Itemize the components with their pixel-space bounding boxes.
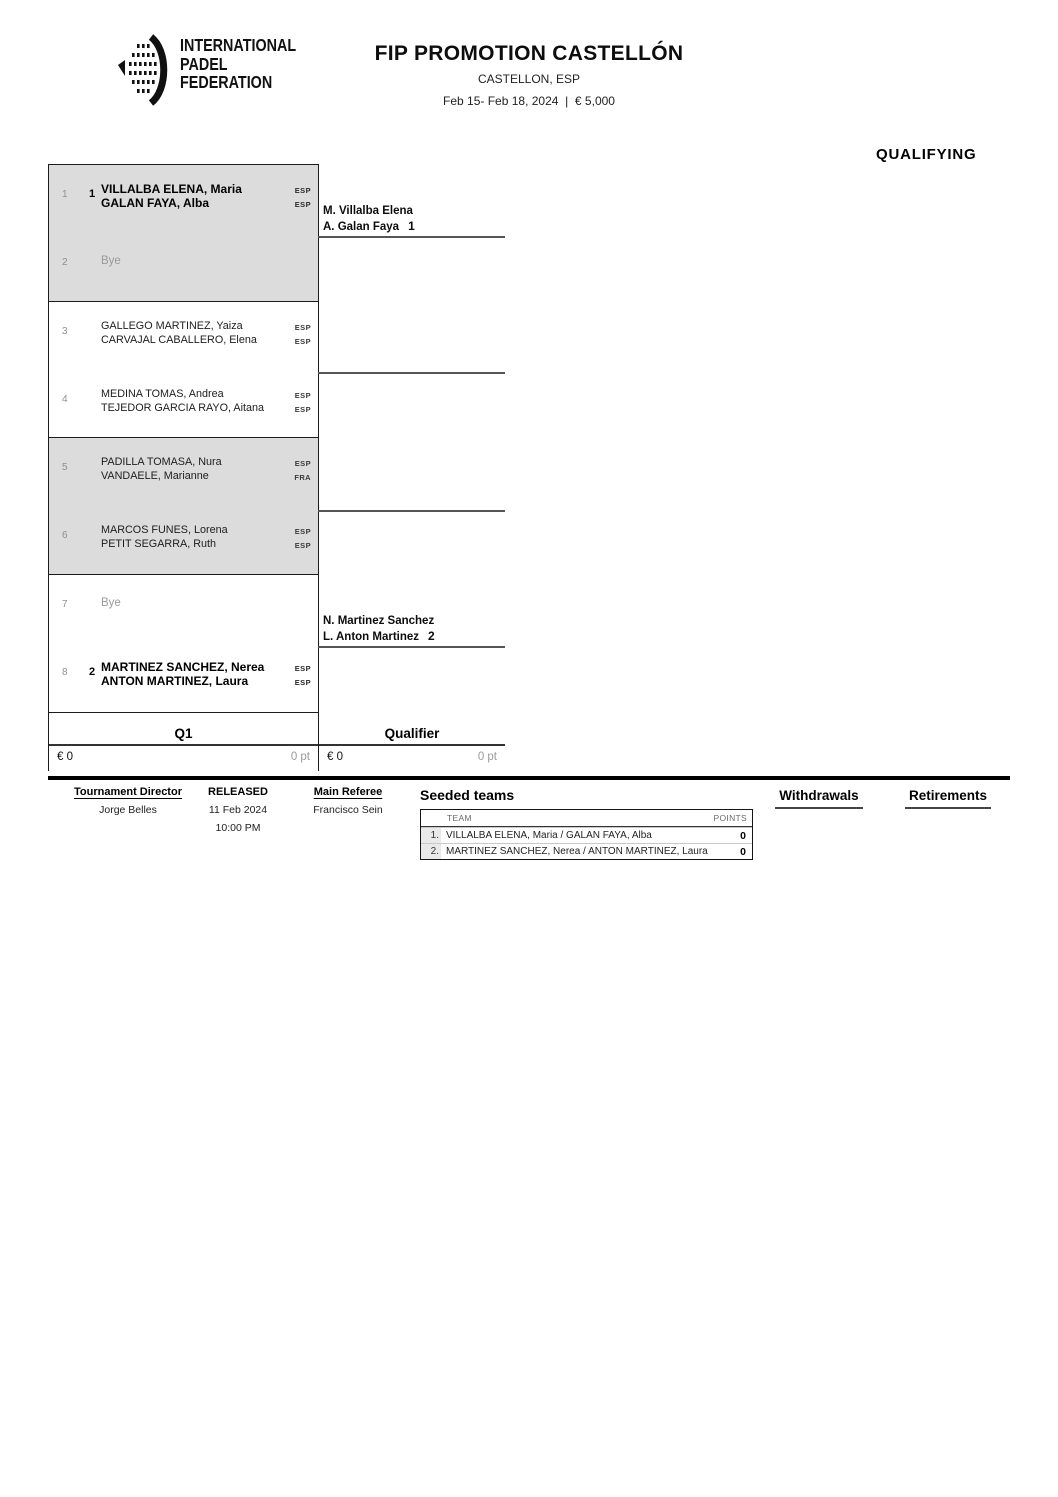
- bye-label: Bye: [101, 596, 121, 609]
- position-number: 5: [62, 462, 68, 473]
- seeded-teams-header: [421, 810, 752, 827]
- position-number: 6: [62, 530, 68, 541]
- stage-label: QUALIFYING: [876, 146, 977, 163]
- tournament-director-name: Jorge Belles: [99, 804, 157, 816]
- draw-position-3: [49, 316, 318, 364]
- released-block: [196, 786, 280, 834]
- draw-position-1: [49, 179, 318, 227]
- team-names: PADILLA TOMASA, Nura VANDAELE, Marianne: [101, 456, 222, 482]
- draw-position-2: [49, 247, 318, 295]
- event-title: FIP PROMOTION CASTELLÓN: [374, 42, 684, 65]
- column-team: TEAM: [447, 813, 472, 823]
- round-label-q1: Q1: [49, 712, 318, 746]
- country-codes: ESP ESP: [294, 527, 311, 550]
- table-row: 2. MARTINEZ SANCHEZ, Nerea / ANTON MARTINEZ, Laura 0: [421, 843, 752, 859]
- team-names: VILLALBA ELENA, Maria GALAN FAYA, Alba: [101, 182, 242, 210]
- ipf-logo-text: INTERNATIONAL PADEL FEDERATION: [180, 35, 297, 92]
- country-codes: ESP ESP: [294, 390, 311, 414]
- event-header: [299, 42, 759, 108]
- draw-position-6: [49, 520, 318, 568]
- tournament-director-block: [64, 786, 192, 816]
- footer-divider-rule: [48, 776, 1010, 780]
- draw-position-4: [49, 384, 318, 432]
- round-label-qualifier: Qualifier: [319, 712, 505, 746]
- round-prize-qualifier: € 0 0 pt: [327, 751, 497, 763]
- team-names: MEDINA TOMAS, Andrea TEJEDOR GARCIA RAYO, Aitana: [101, 387, 265, 414]
- team-names: MARCOS FUNES, Lorena PETIT SEGARRA, Ruth: [101, 524, 228, 550]
- column-points: POINTS: [713, 813, 747, 823]
- draw-position-8: [49, 657, 318, 705]
- ipf-racket-icon: [118, 34, 178, 106]
- retirements-section: [888, 787, 1008, 805]
- round-column-qualifier: [319, 712, 505, 771]
- retirements-label: Retirements: [905, 788, 991, 809]
- event-location: CASTELLON, ESP: [477, 72, 581, 86]
- qualifier-line-4: [318, 646, 505, 648]
- country-codes: ESP FRA: [294, 459, 311, 482]
- seeded-teams-table: [420, 809, 753, 860]
- position-number: 4: [62, 393, 68, 405]
- seeded-teams-title: Seeded teams: [420, 787, 515, 803]
- draw-position-7: [49, 589, 318, 637]
- released-time: 10:00 PM: [215, 822, 261, 834]
- match-section-4: [49, 575, 318, 712]
- round-prize-q1: € 0 0 pt: [57, 751, 310, 763]
- main-referee-label: Main Referee: [313, 786, 383, 798]
- event-dates-prize: Feb 15- Feb 18, 2024 | € 5,000: [443, 94, 615, 108]
- position-number: 2: [62, 257, 68, 268]
- team-names: MARTINEZ SANCHEZ, Nerea ANTON MARTINEZ, Laura: [101, 659, 265, 688]
- winner-match-1: M. Villalba Elena A. Galan Faya 1: [323, 205, 415, 233]
- withdrawals-section: [762, 787, 876, 805]
- seed-number: 1: [89, 188, 96, 200]
- draw-position-5: [49, 452, 318, 500]
- position-number: 8: [62, 666, 68, 678]
- winner-seed: 2: [428, 628, 435, 643]
- seed-number: 2: [89, 665, 96, 678]
- winner-match-4: N. Martinez Sanchez L. Anton Martinez 2: [323, 615, 435, 643]
- team-names: GALLEGO MARTINEZ, Yaiza CARVAJAL CABALLERO, Elena: [101, 319, 257, 346]
- qualifier-line-1: [318, 236, 505, 238]
- round-column-q1: [48, 712, 319, 771]
- released-date: 11 Feb 2024: [208, 804, 268, 816]
- released-label: RELEASED: [208, 786, 268, 798]
- match-section-2: [49, 302, 318, 439]
- table-row: 1. VILLALBA ELENA, Maria / GALAN FAYA, Alba 0: [421, 827, 752, 843]
- withdrawals-label: Withdrawals: [775, 788, 862, 809]
- qualifier-line-2: [318, 372, 505, 374]
- country-codes: ESP ESP: [294, 322, 311, 346]
- match-section-3: [49, 438, 318, 575]
- position-number: 1: [62, 189, 68, 200]
- qualifier-line-3: [318, 510, 505, 512]
- position-number: 3: [62, 325, 68, 337]
- bye-label: Bye: [101, 255, 121, 267]
- country-codes: ESP ESP: [294, 663, 311, 687]
- tournament-director-label: Tournament Director: [74, 786, 182, 798]
- match-section-1: [49, 165, 318, 302]
- winner-seed: 1: [408, 218, 415, 233]
- main-referee-name: Francisco Sein: [313, 804, 383, 816]
- country-codes: ESP ESP: [294, 186, 311, 209]
- main-referee-block: [300, 786, 396, 816]
- position-number: 7: [62, 598, 68, 610]
- qualifying-draw-bracket: [48, 164, 319, 713]
